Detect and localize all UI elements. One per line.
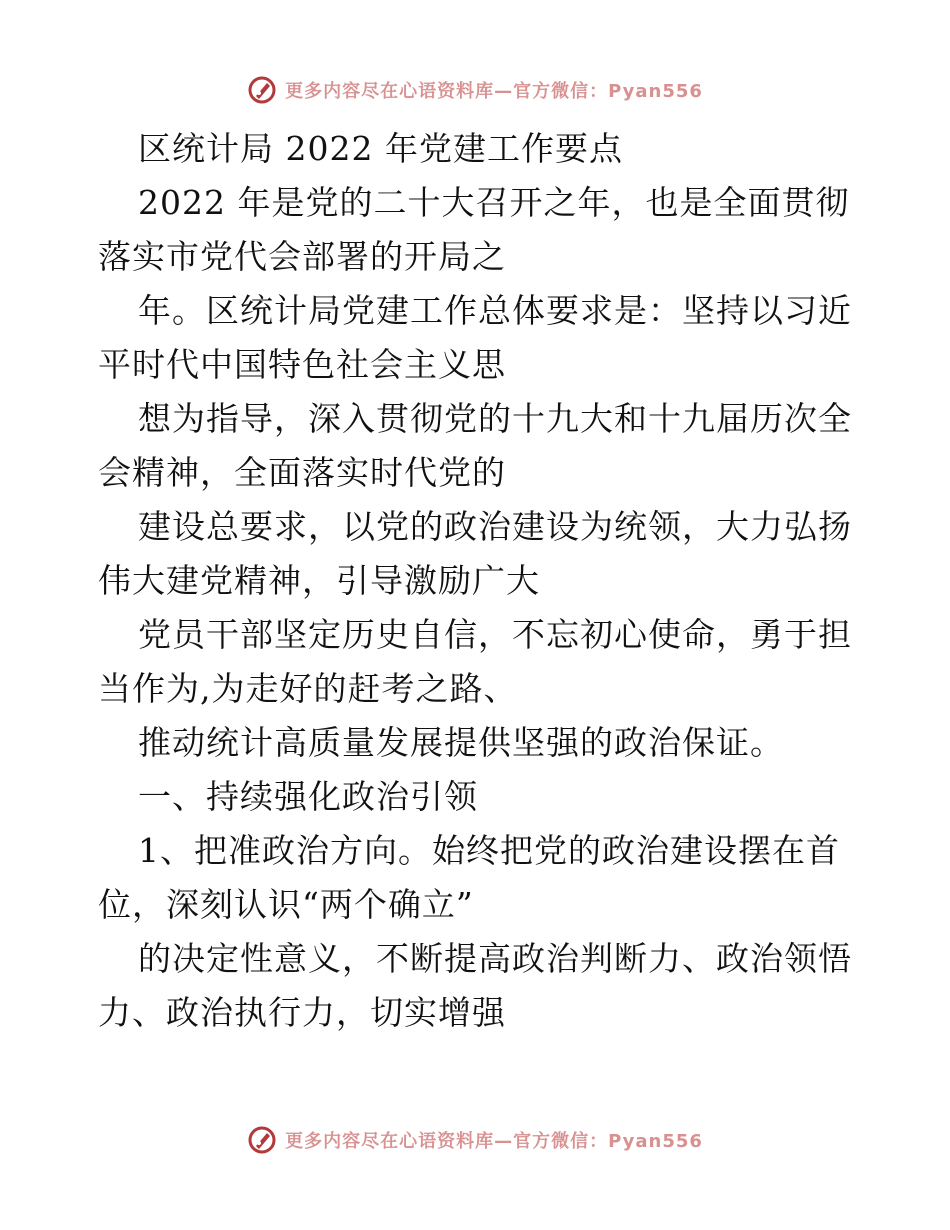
document-line: 力、政治执行力，切实增强 — [98, 993, 506, 1032]
document-line: 想为指导，深入贯彻党的十九大和十九届历次全 — [138, 399, 852, 438]
document-line: 平时代中国特色社会主义思 — [98, 345, 506, 384]
header-watermark — [0, 70, 950, 110]
document-line: 党员干部坚定历史自信，不忘初心使命，勇于担 — [138, 615, 852, 654]
red-pen-circle-icon — [247, 75, 277, 105]
document-line: 区统计局 2022 年党建工作要点 — [138, 129, 623, 168]
document-body — [98, 122, 858, 1040]
document-line: 推动统计高质量发展提供坚强的政治保证。 — [138, 723, 784, 762]
document-line: 当作为,为走好的赶考之路、 — [98, 669, 518, 708]
watermark-text: 更多内容尽在心语资料库—官方微信：Pyan556 — [285, 81, 703, 102]
document-line: 伟大建党精神，引导激励广大 — [98, 561, 540, 600]
document-line: 建设总要求，以党的政治建设为统领，大力弘扬 — [138, 507, 852, 546]
document-line: 落实市党代会部署的开局之 — [98, 237, 506, 276]
document-line: 1、把准政治方向。始终把党的政治建设摆在首 — [138, 831, 840, 870]
document-line: 年。区统计局党建工作总体要求是：坚持以习近 — [138, 291, 852, 330]
document-line: 的决定性意义，不断提高政治判断力、政治领悟 — [138, 939, 852, 978]
red-pen-circle-icon — [247, 1125, 277, 1155]
footer-watermark — [0, 1120, 950, 1160]
document-line: 位，深刻认识“两个确立” — [98, 885, 474, 924]
document-line: 一、持续强化政治引领 — [138, 777, 478, 816]
watermark-text: 更多内容尽在心语资料库—官方微信：Pyan556 — [285, 1131, 703, 1152]
document-line: 会精神，全面落实时代党的 — [98, 453, 506, 492]
document-line: 2022 年是党的二十大召开之年，也是全面贯彻 — [138, 183, 850, 222]
